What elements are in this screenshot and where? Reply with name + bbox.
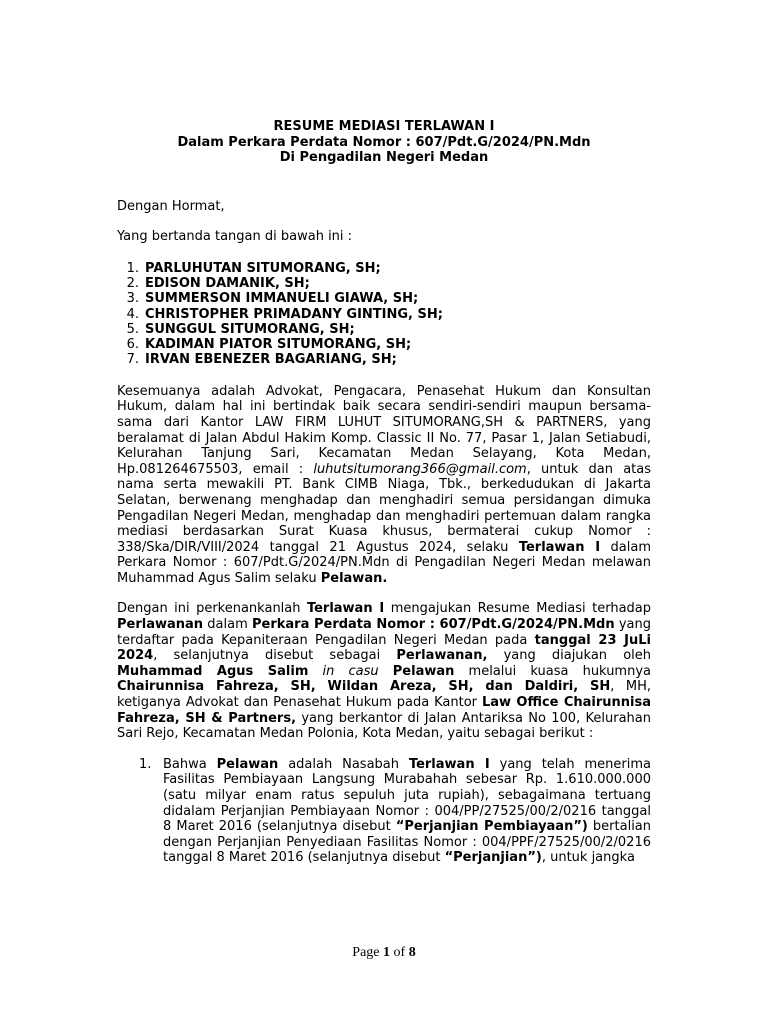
current-page-number: 1	[383, 945, 391, 960]
title-line-1: RESUME MEDIASI TERLAWAN I	[273, 119, 495, 134]
signer-item: 4. CHRISTOPHER PRIMADANY GINTING, SH;	[126, 306, 443, 322]
signer-item: 5. SUNGGUL SITUMORANG, SH;	[126, 321, 355, 337]
greeting: Dengan Hormat,	[117, 198, 225, 214]
document-title	[117, 119, 651, 166]
document-page	[117, 119, 651, 866]
page-footer: Page 1 of 8	[352, 945, 416, 960]
signer-item: 1. PARLUHUTAN SITUMORANG, SH;	[126, 260, 381, 276]
points-list	[117, 757, 651, 866]
paragraph-advocates: Kesemuanya adalah Advokat, Pengacara, Penasehat Hukum dan Konsultan Hukum, dalam hal ini bertindak baik secara sendiri-sendiri maupun bersama-sama dari Kantor LAW FIRM LUHUT SITUMORANG,SH & PARTNERS, yang beralamat di Jalan Abdul Hakim Komp. Classic II No. 77, Pasar 1, Jalan Setiabudi, Kelurahan Tanjung Sari, Kecamatan Medan Selayang, Kota Medan, Hp.081264675503, email : luhutsitumorang366@gmail.com, untuk dan atas nama serta mewakili PT. Bank CIMB Niaga, Tbk., berkedudukan di Jakarta Selatan, berwenang menghadap dan menghadiri semua persidangan dimuka Pengadilan Negeri Medan, menghadap dan menghadiri pertemuan dalam rangka mediasi berdasarkan Surat Kuasa khusus, bermaterai cukup Nomor : 338/Ska/DIR/VIII/2024 tanggal 21 Agustus 2024, selaku Terlawan I dalam Perkara Nomor : 607/Pdt.G/2024/PN.Mdn di Pengadilan Negeri Medan melawan Muhammad Agus Salim selaku Pelawan.	[117, 383, 651, 586]
signer-item: 3. SUMMERSON IMMANUELI GIAWA, SH;	[126, 291, 419, 307]
signer-item: 6. KADIMAN PIATOR SITUMORANG, SH;	[126, 337, 412, 353]
signer-item: 2. EDISON DAMANIK, SH;	[126, 275, 310, 291]
title-line-2: Dalam Perkara Perdata Nomor : 607/Pdt.G/2024/PN.Mdn	[177, 134, 591, 150]
signer-list	[117, 261, 651, 368]
paragraph-resume: Dengan ini perkenankanlah Terlawan I mengajukan Resume Mediasi terhadap Perlawanan dalam Perkara Perdata Nomor : 607/Pdt.G/2024/PN.Mdn yang terdaftar pada Kepaniteraan Pengadilan Negeri Medan pada tanggal 23 JuLi 2024, selanjutnya disebut sebagai Perlawanan, yang diajukan oleh Muhammad Agus Salim in casu Pelawan melalui kuasa hukumnya Chairunnisa Fahreza, SH, Wildan Areza, SH, dan Daldiri, SH, MH, ketiganya Advokat dan Penasehat Hukum pada Kantor Law Office Chairunnisa Fahreza, SH & Partners, yang berkantor di Jalan Antariksa No 100, Kelurahan Sari Rejo, Kecamatan Medan Polonia, Kota Medan, yaitu sebagai berikut :	[117, 601, 652, 742]
point-item: 1. Bahwa Pelawan adalah Nasabah Terlawan I yang telah menerima Fasilitas Pembiayaan Langsung Murabahah sebesar Rp. 1.610.000.000 (satu milyar enam ratus sepuluh juta rupiah), sebagaimana tertuang didalam Perjanjian Pembiayaan Nomor : 004/PP/27525/00/2/0216 tanggal 8 Maret 2016 (selanjutnya disebut “Perjanjian Pembiayaan”) bertalian dengan Perjanjian Penyediaan Fasilitas Nomor : 004/PPF/27525/00/2/0216 tanggal 8 Maret 2016 (selanjutnya disebut “Perjanjian”), untuk jangka	[139, 756, 652, 866]
total-page-number: 8	[408, 945, 416, 960]
email-text: luhutsitumorang366@gmail.com	[313, 461, 527, 477]
signer-item: 7. IRVAN EBENEZER BAGARIANG, SH;	[126, 352, 397, 368]
intro-line: Yang bertanda tangan di bawah ini :	[117, 229, 353, 245]
title-line-3: Di Pengadilan Negeri Medan	[279, 150, 489, 165]
